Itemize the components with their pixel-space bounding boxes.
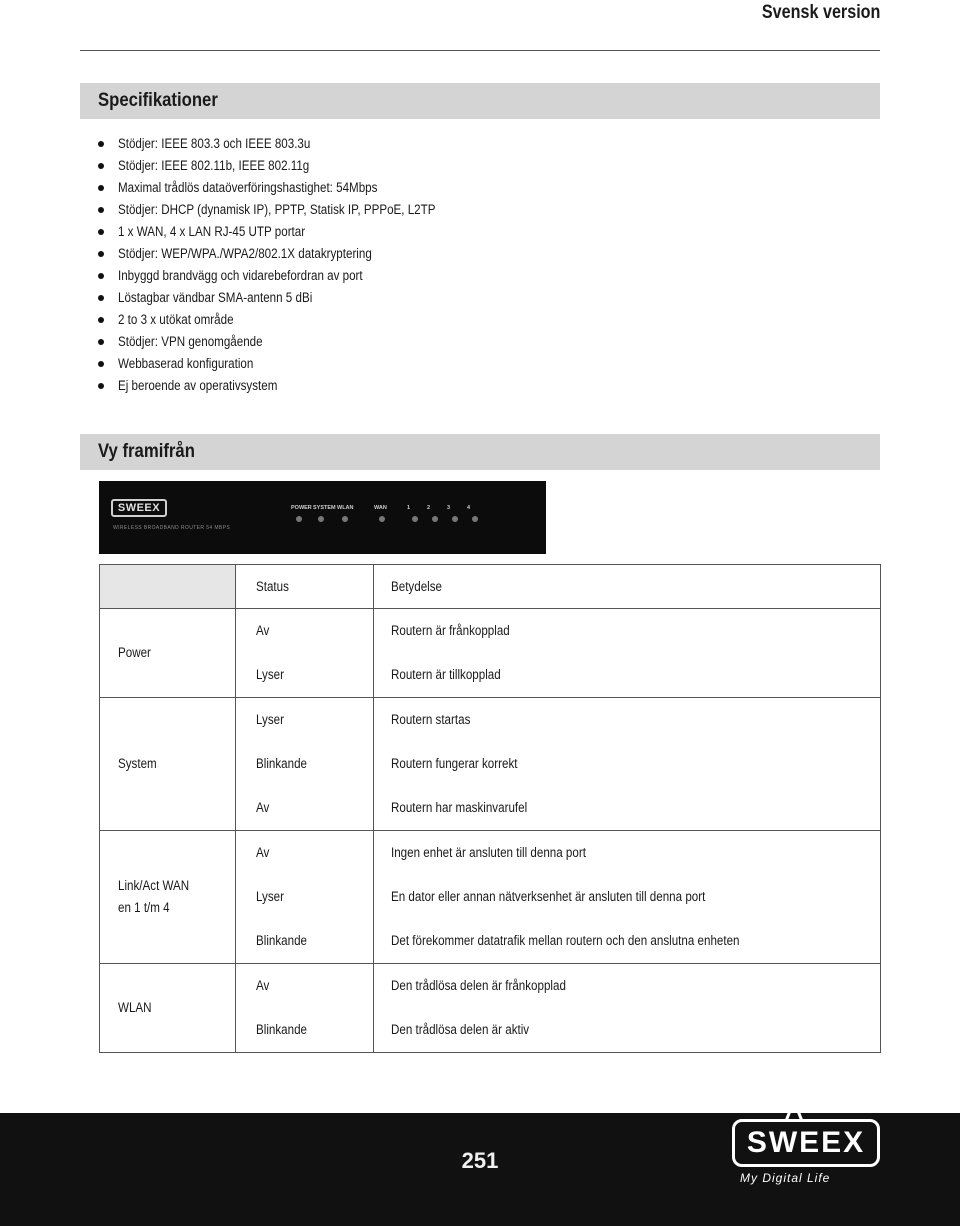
meaning-value: Routern startas — [391, 712, 471, 727]
bullet-icon — [98, 317, 104, 323]
device-led-icon — [432, 516, 438, 522]
spec-list-item: Inbyggd brandvägg och vidarebefordran av port — [96, 265, 487, 287]
status-cell — [236, 831, 374, 964]
status-cell — [236, 964, 374, 1053]
spec-list-item: Maximal trådlös dataöverföringshastighet: 54Mbps — [96, 177, 487, 199]
meaning-value: Det förekommer datatrafik mellan routern och den anslutna enheten — [391, 933, 740, 948]
spec-list-item: 1 x WAN, 4 x LAN RJ-45 UTP portar — [96, 221, 487, 243]
status-value: Lyser — [256, 712, 284, 727]
header-blank-cell — [100, 565, 236, 609]
status-cell — [236, 698, 374, 831]
device-led-icon — [412, 516, 418, 522]
device-led-icon — [452, 516, 458, 522]
specifications-heading-band — [80, 83, 880, 119]
spec-list-item: Stödjer: VPN genomgående — [96, 331, 487, 353]
device-subtitle: WIRELESS BROADBAND ROUTER 54 MBPS — [113, 525, 231, 531]
status-value: Av — [256, 800, 270, 815]
status-column-header: Status — [236, 565, 374, 609]
status-value: Av — [256, 623, 270, 638]
device-led-icon — [296, 516, 302, 522]
table-row — [100, 831, 881, 964]
bullet-icon — [98, 207, 104, 213]
logo-box — [732, 1119, 880, 1167]
bullet-icon — [98, 229, 104, 235]
meaning-value: Routern har maskinvarufel — [391, 800, 528, 815]
meaning-value: Den trådlösa delen är frånkopplad — [391, 978, 566, 993]
device-indicator-label: POWER — [291, 505, 312, 511]
device-indicator-label: 4 — [467, 505, 471, 511]
bullet-icon — [98, 295, 104, 301]
device-logo: SWEEX — [111, 499, 167, 517]
meaning-value: En dator eller annan nätverksenhet är ansluten till denna port — [391, 889, 706, 904]
status-value: Av — [256, 978, 270, 993]
device-led-icon — [379, 516, 385, 522]
indicator-name-cell: System — [100, 698, 236, 831]
meaning-column-header: Betydelse — [374, 565, 881, 609]
header-rule — [80, 50, 880, 51]
device-led-icon — [472, 516, 478, 522]
meaning-value: Den trådlösa delen är aktiv — [391, 1022, 530, 1037]
sweex-logo — [722, 1095, 892, 1193]
spec-list-item: Stödjer: IEEE 803.3 och IEEE 803.3u — [96, 133, 487, 155]
specifications-heading: Specifikationer — [98, 90, 218, 111]
spec-list-item: Stödjer: DHCP (dynamisk IP), PPTP, Statisk IP, PPPoE, L2TP — [96, 199, 487, 221]
front-view-heading-band — [80, 434, 880, 470]
bullet-icon — [98, 339, 104, 345]
device-led-icon — [318, 516, 324, 522]
table-row — [100, 698, 881, 831]
meaning-value: Routern är tillkopplad — [391, 667, 501, 682]
device-indicator-label: WAN — [374, 505, 387, 511]
status-value: Lyser — [256, 667, 284, 682]
meaning-value: Ingen enhet är ansluten till denna port — [391, 845, 586, 860]
indicator-name-cell: Power — [100, 609, 236, 698]
spec-list-item: Ej beroende av operativsystem — [96, 375, 487, 397]
spec-list-item: Stödjer: WEP/WPA./WPA2/802.1X datakryptering — [96, 243, 487, 265]
router-front-panel-image — [99, 481, 546, 554]
status-value: Av — [256, 845, 270, 860]
bullet-icon — [98, 273, 104, 279]
bullet-icon — [98, 383, 104, 389]
meaning-value: Routern är frånkopplad — [391, 623, 510, 638]
device-indicator-label: 1 — [407, 505, 411, 511]
spec-list-item: Löstagbar vändbar SMA-antenn 5 dBi — [96, 287, 487, 309]
bullet-icon — [98, 141, 104, 147]
indicator-name-cell: Link/Act WAN en 1 t/m 4 — [100, 831, 236, 964]
bullet-icon — [98, 251, 104, 257]
table-row — [100, 964, 881, 1053]
meaning-value: Routern fungerar korrekt — [391, 756, 518, 771]
spec-list-item: Stödjer: IEEE 802.11b, IEEE 802.11g — [96, 155, 487, 177]
page-number: 251 — [461, 1148, 499, 1173]
device-led-icon — [342, 516, 348, 522]
led-status-table — [99, 564, 881, 1053]
bullet-icon — [98, 361, 104, 367]
spec-list-item: Webbaserad konfiguration — [96, 353, 487, 375]
status-value: Lyser — [256, 889, 284, 904]
table-header-row — [100, 565, 881, 609]
logo-wordmark: SWEEX — [746, 1126, 866, 1159]
device-indicator-label: WLAN — [337, 505, 354, 511]
specifications-list — [96, 133, 487, 397]
spec-list-item: 2 to 3 x utökat område — [96, 309, 487, 331]
status-cell — [236, 609, 374, 698]
status-value: Blinkande — [256, 1022, 307, 1037]
meaning-cell — [374, 831, 881, 964]
status-value: Blinkande — [256, 756, 307, 771]
meaning-cell — [374, 698, 881, 831]
table-row — [100, 609, 881, 698]
meaning-cell — [374, 609, 881, 698]
meaning-cell — [374, 964, 881, 1053]
running-header-title: Svensk version — [761, 2, 880, 23]
device-indicator-label: SYSTEM — [313, 505, 336, 511]
bullet-icon — [98, 163, 104, 169]
bullet-icon — [98, 185, 104, 191]
indicator-name-cell: WLAN — [100, 964, 236, 1053]
front-view-heading: Vy framifrån — [98, 441, 195, 462]
device-indicator-label: 3 — [447, 505, 451, 511]
status-value: Blinkande — [256, 933, 307, 948]
device-indicator-label: 2 — [427, 505, 431, 511]
logo-tagline: My Digital Life — [740, 1171, 831, 1185]
